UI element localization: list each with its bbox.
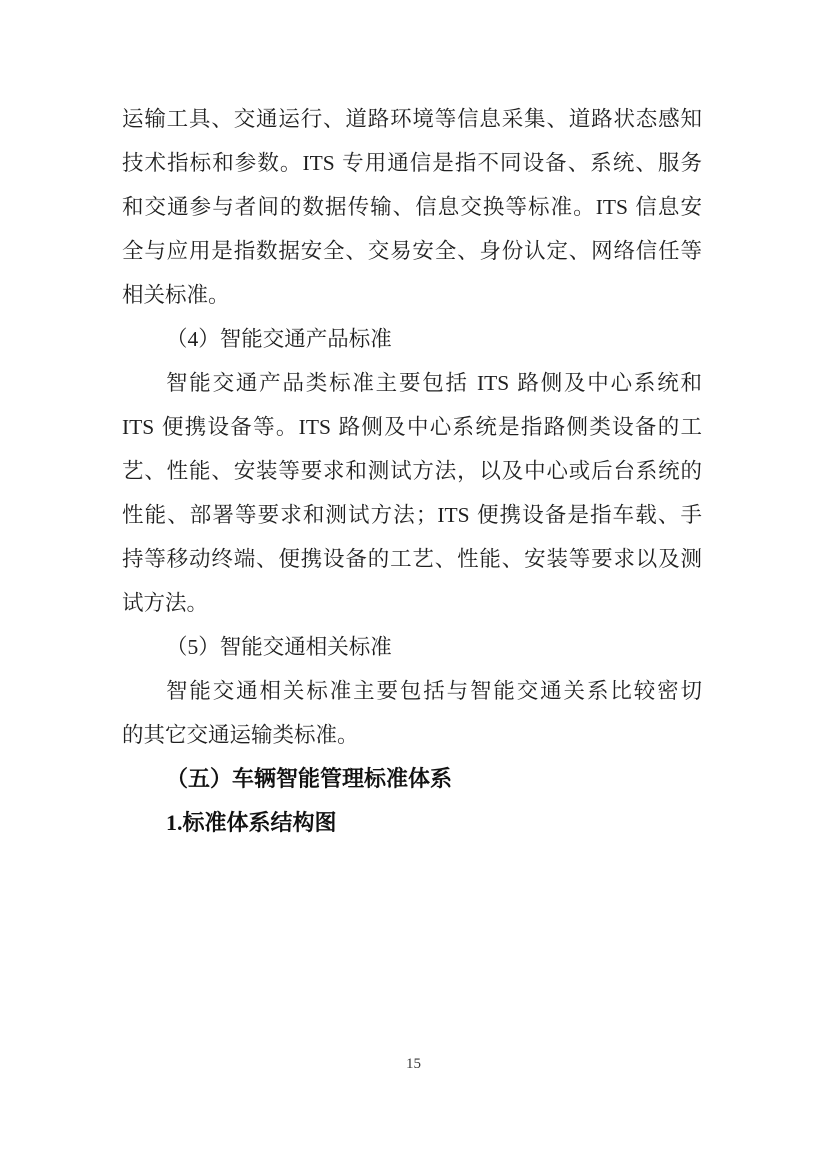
body-line: 相关标准。 bbox=[122, 283, 230, 307]
subsection-heading: 1.标准体系结构图 bbox=[166, 810, 337, 835]
body-line: 智能交通产品类标准主要包括 ITS 路侧及中心系统和 bbox=[166, 371, 702, 395]
body-line: 技术指标和参数。ITS 专用通信是指不同设备、系统、服务 bbox=[122, 151, 702, 175]
body-line: 艺、性能、安装等要求和测试方法，以及中心或后台系统的 bbox=[122, 459, 702, 483]
body-line: 运输工具、交通运行、道路环境等信息采集、道路状态感知 bbox=[122, 107, 702, 131]
body-line: 智能交通相关标准主要包括与智能交通关系比较密切 bbox=[166, 679, 702, 703]
body-line: 性能、部署等要求和测试方法；ITS 便携设备是指车载、手 bbox=[122, 503, 702, 527]
body-line: 和交通参与者间的数据传输、信息交换等标准。ITS 信息安 bbox=[122, 195, 702, 219]
page-body-text bbox=[122, 97, 702, 845]
body-line: 的其它交通运输类标准。 bbox=[122, 723, 359, 747]
body-line: 全与应用是指数据安全、交易安全、身份认定、网络信任等 bbox=[122, 239, 702, 263]
body-line: ITS 便携设备等。ITS 路侧及中心系统是指路侧类设备的工 bbox=[122, 415, 702, 439]
body-line: 试方法。 bbox=[122, 591, 209, 615]
page-number: 15 bbox=[406, 1056, 421, 1072]
list-item-heading-5: （5）智能交通相关标准 bbox=[166, 635, 392, 659]
body-line: 持等移动终端、便携设备的工艺、性能、安装等要求以及测 bbox=[122, 547, 702, 571]
section-heading: （五）车辆智能管理标准体系 bbox=[166, 766, 453, 791]
list-item-heading-4: （4）智能交通产品标准 bbox=[166, 327, 392, 351]
